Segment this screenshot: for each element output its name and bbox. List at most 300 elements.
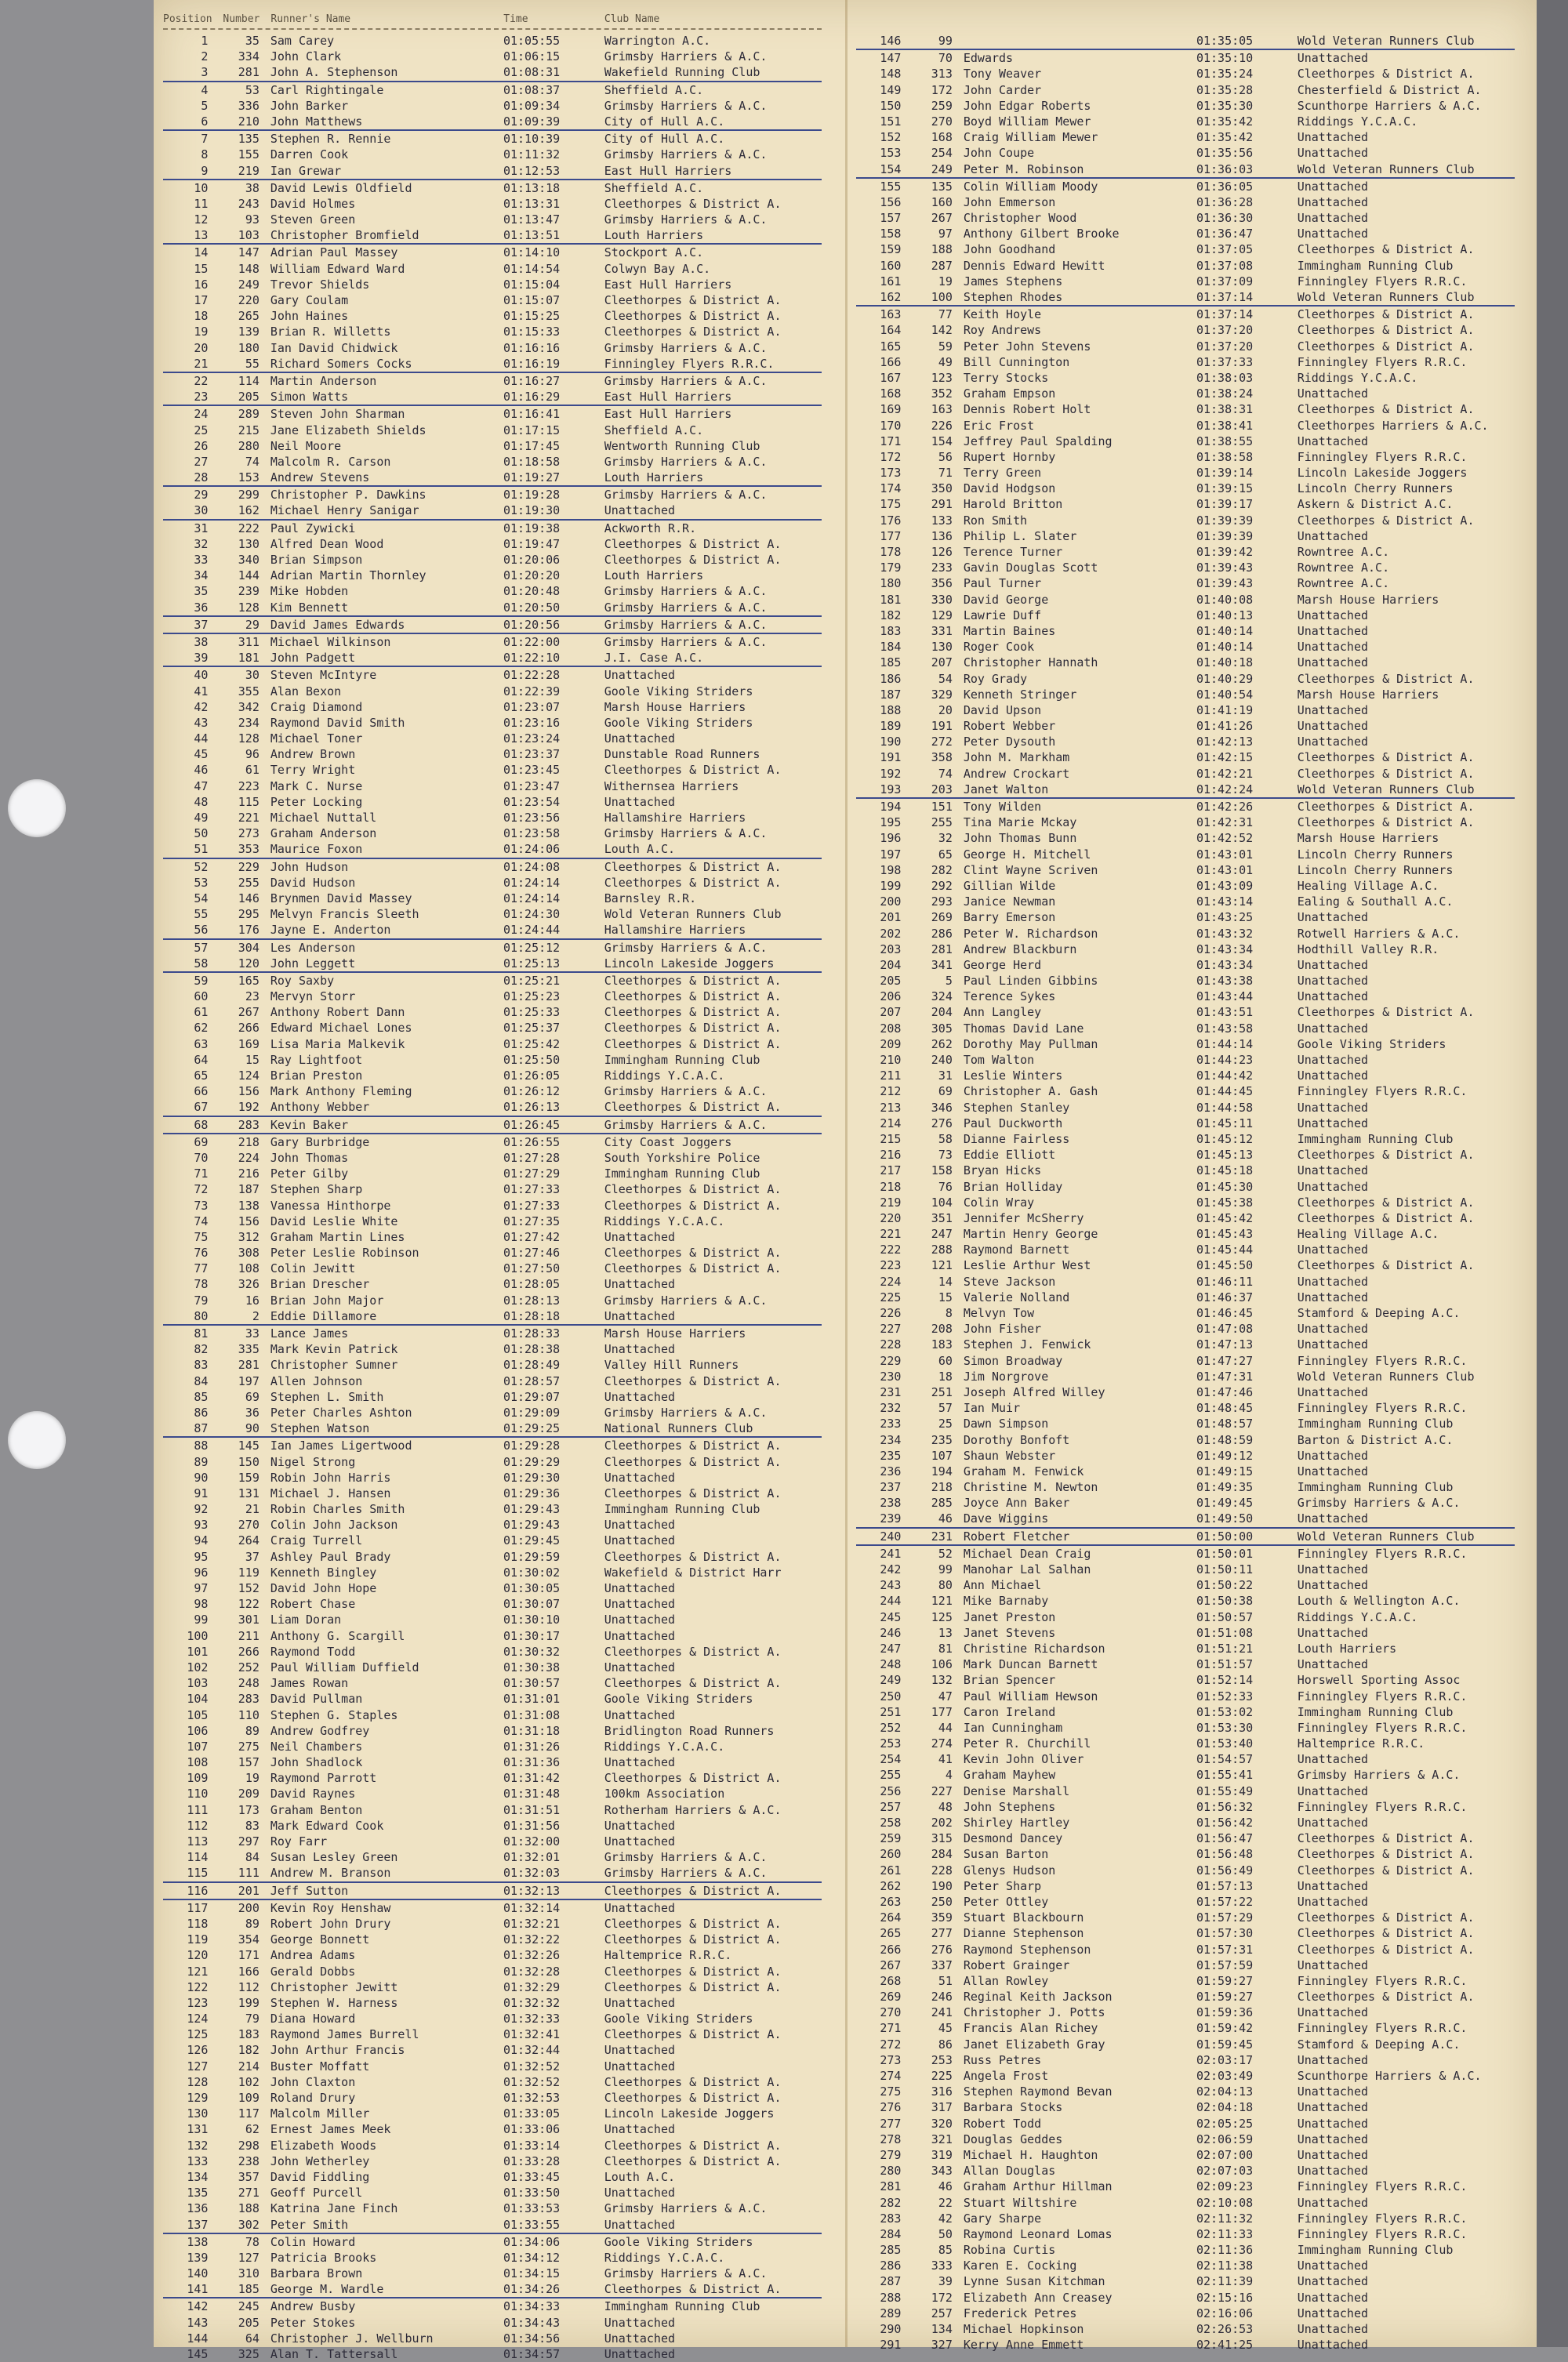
time-cell: 01:34:57 xyxy=(503,2347,561,2361)
number-cell: 299 xyxy=(238,488,260,503)
table-row xyxy=(856,1400,1515,1416)
number-cell: 64 xyxy=(245,2331,260,2346)
club-name-cell: Cleethorpes & District A. xyxy=(604,2027,782,2042)
position-cell: 15 xyxy=(194,261,209,276)
table-row xyxy=(163,1596,822,1612)
time-cell: 01:31:36 xyxy=(503,1755,561,1770)
table-row xyxy=(163,617,822,634)
club-name-cell: Grimsby Harriers & A.C. xyxy=(1297,1496,1461,1511)
time-cell: 01:32:28 xyxy=(503,1964,561,1979)
table-row xyxy=(163,1099,822,1116)
club-name-cell: Immingham Running Club xyxy=(1297,1417,1454,1431)
position-cell: 256 xyxy=(880,1783,902,1798)
number-cell: 190 xyxy=(931,1878,953,1893)
number-cell: 316 xyxy=(931,2084,953,2099)
time-cell: 01:32:22 xyxy=(503,1932,561,1947)
table-row xyxy=(163,1245,822,1261)
club-name-cell: Unattached xyxy=(1297,974,1369,989)
time-cell: 01:28:13 xyxy=(503,1293,561,1308)
number-cell: 89 xyxy=(245,1916,260,1931)
runner-name-cell: Adrian Martin Thornley xyxy=(270,568,426,583)
position-cell: 204 xyxy=(880,957,902,972)
club-name-cell: Unattached xyxy=(1297,1957,1369,1972)
table-row xyxy=(163,2250,822,2266)
table-row xyxy=(163,521,822,536)
position-cell: 113 xyxy=(187,1834,209,1849)
time-cell: 01:59:45 xyxy=(1196,2037,1254,2052)
club-name-cell: Unattached xyxy=(1297,227,1369,241)
position-cell: 135 xyxy=(187,2186,209,2201)
table-row xyxy=(163,1691,822,1707)
number-cell: 335 xyxy=(238,1342,260,1357)
number-cell: 218 xyxy=(931,1480,953,1495)
table-row xyxy=(856,799,1515,815)
position-cell: 242 xyxy=(880,1562,902,1576)
position-cell: 138 xyxy=(187,2234,209,2249)
position-cell: 69 xyxy=(194,1134,209,1149)
number-cell: 73 xyxy=(938,1148,953,1163)
table-row xyxy=(163,2059,822,2074)
runner-name-cell: Shaun Webster xyxy=(963,1448,1056,1463)
time-cell: 01:42:15 xyxy=(1196,750,1254,765)
position-cell: 258 xyxy=(880,1816,902,1830)
time-cell: 01:38:31 xyxy=(1196,402,1254,417)
table-row xyxy=(856,449,1515,465)
time-cell: 01:30:38 xyxy=(503,1660,561,1674)
number-cell: 86 xyxy=(938,2037,953,2052)
position-cell: 98 xyxy=(194,1597,209,1612)
club-name-cell: Unattached xyxy=(604,1707,676,1722)
club-name-cell: Unattached xyxy=(1297,1274,1369,1289)
number-cell: 257 xyxy=(931,2306,953,2320)
runner-name-cell: Dorothy Bonfoft xyxy=(963,1432,1070,1447)
position-cell: 58 xyxy=(194,956,209,971)
time-cell: 01:38:55 xyxy=(1196,434,1254,448)
club-name-cell: Unattached xyxy=(1297,735,1369,749)
position-cell: 36 xyxy=(194,600,209,615)
number-cell: 56 xyxy=(938,449,953,464)
club-name-cell: Unattached xyxy=(604,1660,676,1674)
table-row xyxy=(163,2026,822,2042)
position-cell: 111 xyxy=(187,1802,209,1817)
position-cell: 56 xyxy=(194,923,209,938)
number-cell: 220 xyxy=(238,293,260,307)
table-row xyxy=(163,715,822,731)
number-cell: 255 xyxy=(238,875,260,890)
number-cell: 125 xyxy=(931,1609,953,1624)
table-row xyxy=(856,894,1515,909)
table-row xyxy=(163,1293,822,1308)
position-cell: 121 xyxy=(187,1964,209,1979)
time-cell: 01:33:05 xyxy=(503,2106,561,2121)
number-cell: 20 xyxy=(938,702,953,717)
table-row xyxy=(856,322,1515,338)
table-row xyxy=(856,2037,1515,2052)
table-row xyxy=(856,973,1515,989)
position-cell: 89 xyxy=(194,1454,209,1469)
runner-name-cell: Christine Richardson xyxy=(963,1641,1105,1656)
club-name-cell: Lincoln Lakeside Joggers xyxy=(604,956,775,971)
table-row xyxy=(856,513,1515,528)
table-row xyxy=(163,340,822,356)
club-name-cell: Riddings Y.C.A.C. xyxy=(604,1214,725,1228)
club-name-cell: Cleethorpes & District A. xyxy=(604,1198,782,1213)
number-cell: 287 xyxy=(931,258,953,273)
table-row xyxy=(856,1242,1515,1257)
position-cell: 109 xyxy=(187,1771,209,1786)
time-cell: 01:57:29 xyxy=(1196,1910,1254,1925)
position-cell: 31 xyxy=(194,521,209,535)
position-cell: 93 xyxy=(194,1518,209,1533)
runner-name-cell: Sam Carey xyxy=(270,34,335,48)
time-cell: 01:55:49 xyxy=(1196,1783,1254,1798)
table-row xyxy=(163,2217,822,2234)
number-cell: 270 xyxy=(238,1518,260,1533)
club-name-cell: Cleethorpes & District A. xyxy=(604,1454,782,1469)
runner-name-cell: David Pullman xyxy=(270,1692,363,1707)
position-cell: 254 xyxy=(880,1752,902,1767)
club-name-cell: Grimsby Harriers & A.C. xyxy=(604,147,768,162)
club-name-cell: Finningley Flyers R.R.C. xyxy=(1297,274,1468,288)
time-cell: 01:45:30 xyxy=(1196,1179,1254,1194)
table-row xyxy=(163,1438,822,1453)
time-cell: 01:39:42 xyxy=(1196,545,1254,559)
runner-name-cell: Peter John Stevens xyxy=(963,339,1091,354)
runner-name-cell: Raymond David Smith xyxy=(270,715,405,730)
table-row xyxy=(163,906,822,922)
number-cell: 13 xyxy=(938,1625,953,1640)
position-cell: 279 xyxy=(880,2147,902,2162)
runner-name-cell: Terence Turner xyxy=(963,545,1063,559)
position-cell: 200 xyxy=(880,894,902,909)
club-name-cell: Immingham Running Club xyxy=(1297,258,1454,273)
runner-name-cell: Stephen Stanley xyxy=(963,1100,1070,1115)
number-cell: 128 xyxy=(238,731,260,746)
position-cell: 253 xyxy=(880,1736,902,1751)
position-cell: 208 xyxy=(880,1021,902,1036)
position-cell: 193 xyxy=(880,782,902,796)
time-cell: 01:27:33 xyxy=(503,1182,561,1197)
position-cell: 207 xyxy=(880,1005,902,1020)
time-cell: 01:20:50 xyxy=(503,600,561,615)
table-row xyxy=(856,2306,1515,2321)
time-cell: 01:37:20 xyxy=(1196,323,1254,338)
position-cell: 97 xyxy=(194,1581,209,1595)
runner-name-cell: Elizabeth Ann Creasey xyxy=(963,2290,1112,2305)
position-cell: 179 xyxy=(880,561,902,575)
position-cell: 198 xyxy=(880,862,902,877)
time-cell: 01:24:14 xyxy=(503,891,561,905)
club-name-cell: Cleethorpes & District A. xyxy=(604,196,782,211)
runner-name-cell: Graham Arthur Hillman xyxy=(963,2179,1112,2194)
runner-name-cell: John Thomas xyxy=(270,1150,349,1165)
table-row xyxy=(856,1116,1515,1131)
club-name-cell: Cleethorpes & District A. xyxy=(604,1676,782,1691)
position-cell: 119 xyxy=(187,1932,209,1947)
time-cell: 01:43:14 xyxy=(1196,894,1254,909)
club-name-cell: Finningley Flyers R.R.C. xyxy=(1297,1720,1468,1735)
time-cell: 01:41:19 xyxy=(1196,702,1254,717)
club-name-cell: Dunstable Road Runners xyxy=(604,747,760,762)
runner-name-cell: Eric Frost xyxy=(963,418,1035,433)
club-name-cell: Cleethorpes & District A. xyxy=(1297,1847,1475,1862)
time-cell: 01:29:09 xyxy=(503,1405,561,1420)
table-row xyxy=(856,815,1515,830)
club-name-cell: Valley Hill Runners xyxy=(604,1358,739,1373)
runner-name-cell: Francis Alan Richey xyxy=(963,2021,1098,2036)
time-cell: 01:20:48 xyxy=(503,584,561,599)
time-cell: 01:57:31 xyxy=(1196,1942,1254,1957)
runner-name-cell: John Barker xyxy=(270,98,349,113)
table-row xyxy=(856,1894,1515,1910)
position-cell: 48 xyxy=(194,794,209,809)
club-name-cell: Unattached xyxy=(604,1900,676,1915)
position-cell: 53 xyxy=(194,875,209,890)
table-row xyxy=(856,2337,1515,2353)
position-cell: 50 xyxy=(194,826,209,841)
club-name-cell: Unattached xyxy=(1297,2338,1369,2353)
table-row xyxy=(856,957,1515,973)
time-cell: 01:28:18 xyxy=(503,1308,561,1323)
time-cell: 01:30:05 xyxy=(503,1581,561,1595)
club-name-cell: Unattached xyxy=(1297,194,1369,209)
runner-name-cell: John Edgar Roberts xyxy=(963,98,1091,113)
table-row xyxy=(163,1964,822,1979)
runner-name-cell: Maurice Foxon xyxy=(270,842,363,857)
time-cell: 01:50:22 xyxy=(1196,1578,1254,1593)
club-name-cell: Ackworth R.R. xyxy=(604,521,697,535)
position-cell: 282 xyxy=(880,2195,902,2210)
runner-name-cell: Terry Wright xyxy=(270,763,356,778)
table-row xyxy=(856,82,1515,98)
table-row xyxy=(163,2299,822,2314)
runner-name-cell: Graham Empson xyxy=(963,386,1056,401)
table-header xyxy=(163,11,822,30)
runner-name-cell: Mark C. Nurse xyxy=(270,778,363,793)
club-name-cell: Unattached xyxy=(1297,1562,1369,1576)
table-row xyxy=(856,258,1515,274)
position-cell: 241 xyxy=(880,1546,902,1561)
position-cell: 107 xyxy=(187,1739,209,1754)
club-name-cell: Cleethorpes & District A. xyxy=(604,1883,782,1898)
number-cell: 79 xyxy=(245,2012,260,2026)
club-name-cell: City Coast Joggers xyxy=(604,1134,732,1149)
number-cell: 36 xyxy=(245,1405,260,1420)
runner-name-cell: Mark Edward Cook xyxy=(270,1818,384,1833)
table-row xyxy=(856,608,1515,623)
time-cell: 01:35:10 xyxy=(1196,51,1254,66)
position-cell: 203 xyxy=(880,942,902,956)
time-cell: 01:45:43 xyxy=(1196,1227,1254,1242)
time-cell: 01:29:29 xyxy=(503,1454,561,1469)
club-name-cell: Cleethorpes & District A. xyxy=(1297,1910,1475,1925)
table-row xyxy=(856,1783,1515,1799)
position-cell: 269 xyxy=(880,1990,902,2005)
number-cell: 110 xyxy=(238,1707,260,1722)
table-row xyxy=(163,684,822,699)
table-row xyxy=(856,145,1515,161)
table-row xyxy=(163,1341,822,1357)
position-cell: 161 xyxy=(880,274,902,288)
runner-name-cell: Peter M. Robinson xyxy=(963,161,1084,176)
position-cell: 205 xyxy=(880,974,902,989)
runner-name-cell: Reginal Keith Jackson xyxy=(963,1990,1112,2005)
position-cell: 214 xyxy=(880,1116,902,1130)
runner-name-cell: Malcolm Miller xyxy=(270,2106,370,2121)
position-cell: 10 xyxy=(194,180,209,195)
position-cell: 181 xyxy=(880,592,902,607)
position-cell: 62 xyxy=(194,1021,209,1036)
number-cell: 227 xyxy=(931,1783,953,1798)
club-name-cell: Louth Harriers xyxy=(604,228,704,243)
number-cell: 298 xyxy=(238,2138,260,2153)
club-name-cell: Immingham Running Club xyxy=(1297,1131,1454,1146)
table-row xyxy=(856,1863,1515,1878)
number-cell: 156 xyxy=(238,1214,260,1228)
position-cell: 137 xyxy=(187,2217,209,2232)
time-cell: 01:45:18 xyxy=(1196,1163,1254,1178)
time-cell: 01:33:50 xyxy=(503,2186,561,2201)
table-row xyxy=(856,2068,1515,2084)
time-cell: 01:35:05 xyxy=(1196,34,1254,48)
club-name-cell: Unattached xyxy=(604,1308,676,1323)
position-cell: 202 xyxy=(880,926,902,941)
time-cell: 01:26:12 xyxy=(503,1084,561,1099)
number-cell: 333 xyxy=(931,2259,953,2273)
table-row xyxy=(856,528,1515,544)
runner-name-cell: Stephen J. Fenwick xyxy=(963,1337,1091,1352)
time-cell: 01:32:52 xyxy=(503,2059,561,2074)
club-name-cell: Grimsby Harriers & A.C. xyxy=(604,49,768,64)
number-cell: 152 xyxy=(238,1581,260,1595)
club-name-cell: Immingham Running Club xyxy=(604,1502,760,1517)
time-cell: 01:46:45 xyxy=(1196,1306,1254,1320)
number-cell: 221 xyxy=(238,811,260,825)
club-name-cell: Cleethorpes Harriers & A.C. xyxy=(1297,418,1489,433)
runner-name-cell: Mark Kevin Patrick xyxy=(270,1342,398,1357)
table-row xyxy=(856,1799,1515,1815)
number-cell: 160 xyxy=(931,194,953,209)
time-cell: 01:50:11 xyxy=(1196,1562,1254,1576)
runner-name-cell: Vanessa Hinthorpe xyxy=(270,1198,391,1213)
time-cell: 01:56:42 xyxy=(1196,1816,1254,1830)
position-cell: 132 xyxy=(187,2138,209,2153)
time-cell: 01:55:41 xyxy=(1196,1768,1254,1783)
runner-name-cell: Kenneth Bingley xyxy=(270,1565,377,1580)
club-name-cell: Sheffield A.C. xyxy=(604,180,704,195)
table-row xyxy=(856,878,1515,894)
club-name-cell: Unattached xyxy=(1297,1243,1369,1257)
number-cell: 89 xyxy=(245,1723,260,1738)
runner-name-cell: Allan Douglas xyxy=(963,2164,1056,2179)
club-name-cell: Lincoln Cherry Runners xyxy=(1297,862,1454,877)
number-cell: 147 xyxy=(238,245,260,260)
runner-name-cell: Diana Howard xyxy=(270,2012,356,2026)
number-cell: 201 xyxy=(238,1883,260,1898)
table-row xyxy=(163,1580,822,1596)
number-cell: 351 xyxy=(931,1210,953,1225)
number-cell: 159 xyxy=(238,1470,260,1485)
number-cell: 123 xyxy=(931,370,953,385)
club-name-cell: Lincoln Lakeside Joggers xyxy=(1297,466,1468,481)
table-row xyxy=(856,1751,1515,1767)
position-cell: 227 xyxy=(880,1322,902,1337)
time-cell: 01:47:31 xyxy=(1196,1369,1254,1384)
position-cell: 211 xyxy=(880,1069,902,1083)
table-row xyxy=(163,699,822,715)
club-name-cell: Unattached xyxy=(1297,130,1369,145)
table-row xyxy=(856,2052,1515,2068)
club-name-cell: Grimsby Harriers & A.C. xyxy=(1297,1768,1461,1783)
runner-name-cell: David Raynes xyxy=(270,1787,356,1801)
number-cell: 255 xyxy=(931,815,953,830)
club-name-cell: Wold Veteran Runners Club xyxy=(1297,1369,1475,1384)
position-cell: 184 xyxy=(880,640,902,655)
time-cell: 01:23:37 xyxy=(503,747,561,762)
number-cell: 171 xyxy=(238,1948,260,1963)
club-name-cell: Unattached xyxy=(1297,386,1369,401)
position-cell: 222 xyxy=(880,1243,902,1257)
time-cell: 01:44:14 xyxy=(1196,1036,1254,1051)
time-cell: 01:31:56 xyxy=(503,1818,561,1833)
time-cell: 01:51:57 xyxy=(1196,1657,1254,1672)
time-cell: 01:26:55 xyxy=(503,1134,561,1149)
time-cell: 01:46:37 xyxy=(1196,1290,1254,1304)
position-cell: 3 xyxy=(201,65,209,80)
club-name-cell: Cleethorpes & District A. xyxy=(1297,671,1475,686)
runner-name-cell: Andrew Brown xyxy=(270,747,356,762)
club-name-cell: Unattached xyxy=(1297,1069,1369,1083)
table-row xyxy=(163,746,822,762)
position-cell: 216 xyxy=(880,1148,902,1163)
number-cell: 96 xyxy=(245,747,260,762)
time-cell: 01:40:18 xyxy=(1196,655,1254,670)
table-row xyxy=(856,1083,1515,1099)
table-row xyxy=(856,1625,1515,1641)
time-cell: 01:25:37 xyxy=(503,1021,561,1036)
club-name-cell: Cleethorpes & District A. xyxy=(1297,1005,1475,1020)
runner-name-cell: Stuart Blackbourn xyxy=(963,1910,1084,1925)
club-name-cell: Grimsby Harriers & A.C. xyxy=(604,2266,768,2281)
number-cell: 354 xyxy=(238,1932,260,1947)
position-cell: 252 xyxy=(880,1720,902,1735)
runner-name-cell: Dennis Edward Hewitt xyxy=(963,258,1105,273)
position-cell: 99 xyxy=(194,1613,209,1627)
time-cell: 01:59:42 xyxy=(1196,2021,1254,2036)
club-name-cell: City of Hull A.C. xyxy=(604,114,725,129)
time-cell: 01:23:45 xyxy=(503,763,561,778)
table-row xyxy=(163,1373,822,1389)
table-row xyxy=(163,2074,822,2090)
club-name-cell: Riddings Y.C.A.C. xyxy=(604,1739,725,1754)
number-cell: 204 xyxy=(931,1005,953,1020)
position-cell: 289 xyxy=(880,2306,902,2320)
time-cell: 01:57:59 xyxy=(1196,1957,1254,1972)
position-cell: 285 xyxy=(880,2243,902,2258)
runner-name-cell: David Leslie White xyxy=(270,1214,398,1228)
position-cell: 29 xyxy=(194,488,209,503)
number-cell: 146 xyxy=(238,891,260,905)
table-row xyxy=(856,1846,1515,1862)
number-cell: 31 xyxy=(938,1069,953,1083)
number-cell: 271 xyxy=(238,2186,260,2201)
table-row xyxy=(856,2226,1515,2242)
time-cell: 01:54:57 xyxy=(1196,1752,1254,1767)
position-cell: 52 xyxy=(194,859,209,874)
club-name-cell: Cleethorpes & District A. xyxy=(604,875,782,890)
number-cell: 276 xyxy=(931,1942,953,1957)
table-row xyxy=(856,1036,1515,1052)
